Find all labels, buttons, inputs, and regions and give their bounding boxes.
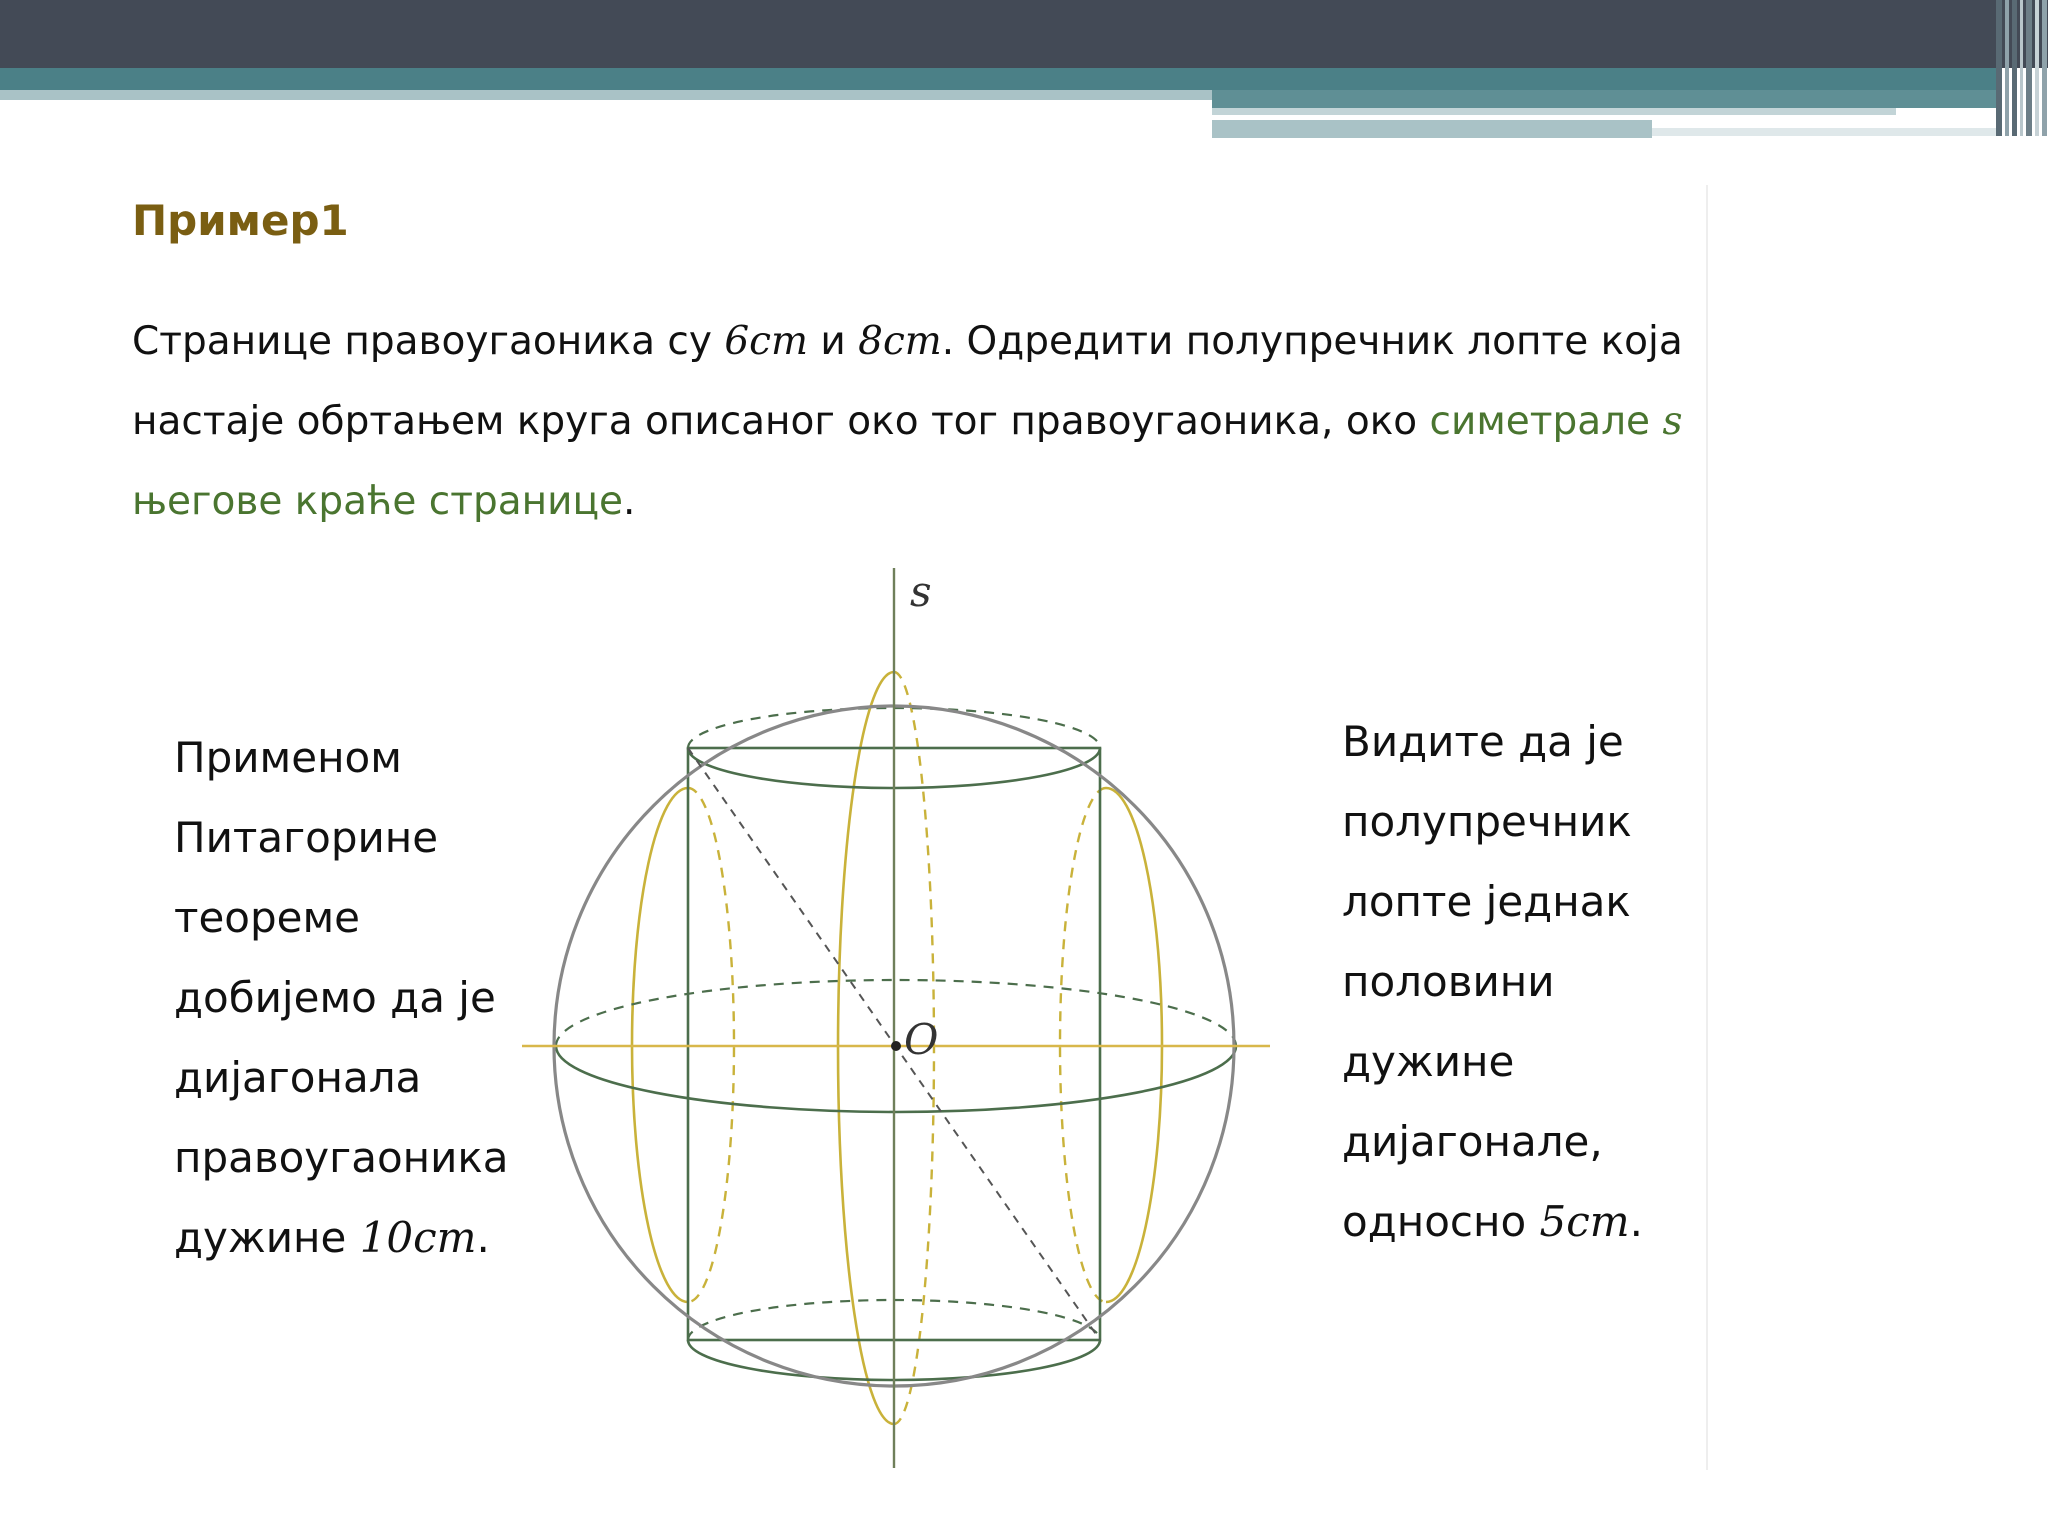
problem-text: . Одредити полупречник лопте која настаје обртањем круга описаног око тог правоугаоника, око xyxy=(132,319,1683,444)
example-title: Пример1 xyxy=(132,196,349,245)
math-5cm: 5cm xyxy=(1539,1197,1630,1246)
axis-label-s: s xyxy=(910,567,932,616)
problem-text: . xyxy=(623,479,636,524)
math-6cm: 6cm xyxy=(724,319,808,364)
header-stripe xyxy=(0,68,2000,90)
right-line: лопте једнак xyxy=(1342,877,1631,926)
meridian-front xyxy=(838,672,894,1424)
left-line: . xyxy=(476,1213,490,1262)
right-line: односно xyxy=(1342,1197,1540,1246)
math-8cm: 8cm xyxy=(858,319,942,364)
corner-decoration xyxy=(1996,0,2048,136)
math-s: s xyxy=(1662,399,1683,444)
header-stripe xyxy=(1212,108,1896,115)
center-point xyxy=(891,1041,901,1051)
right-line: . xyxy=(1629,1197,1643,1246)
left-line: добијемо да је xyxy=(174,973,496,1022)
header-stripe xyxy=(1212,120,1652,138)
header-stripe xyxy=(0,90,1212,100)
problem-text: Странице правоугаоника су xyxy=(132,319,725,364)
left-line: Применом xyxy=(174,733,402,782)
left-line: дужине xyxy=(174,1213,360,1262)
left-line: дијагонала xyxy=(174,1053,422,1102)
right-line: половини xyxy=(1342,957,1555,1006)
left-line: теореме xyxy=(174,893,361,942)
problem-text: и xyxy=(807,319,859,364)
sphere-diagram xyxy=(500,556,1300,1476)
header-stripe xyxy=(1652,128,2002,136)
header-bar xyxy=(0,0,2048,68)
right-line: Видите да је xyxy=(1342,717,1624,766)
right-explanation xyxy=(1342,702,1702,1262)
problem-statement xyxy=(132,302,1692,542)
right-line: дужине xyxy=(1342,1037,1515,1086)
highlight-symmetral: симетрале xyxy=(1429,399,1663,444)
equator-front xyxy=(556,1046,1236,1112)
header-stripe xyxy=(1212,90,2000,108)
center-label-o: O xyxy=(904,1015,939,1064)
left-line: Питагорине xyxy=(174,813,439,862)
equator-back xyxy=(556,980,1236,1046)
math-10cm: 10cm xyxy=(359,1213,477,1262)
content-border xyxy=(1706,185,1708,1470)
highlight-shorter-side: његове краће странице xyxy=(132,479,623,524)
left-line: правоугаоника xyxy=(174,1133,509,1182)
right-line: дијагонале, xyxy=(1342,1117,1603,1166)
right-line: полупречник xyxy=(1342,797,1632,846)
